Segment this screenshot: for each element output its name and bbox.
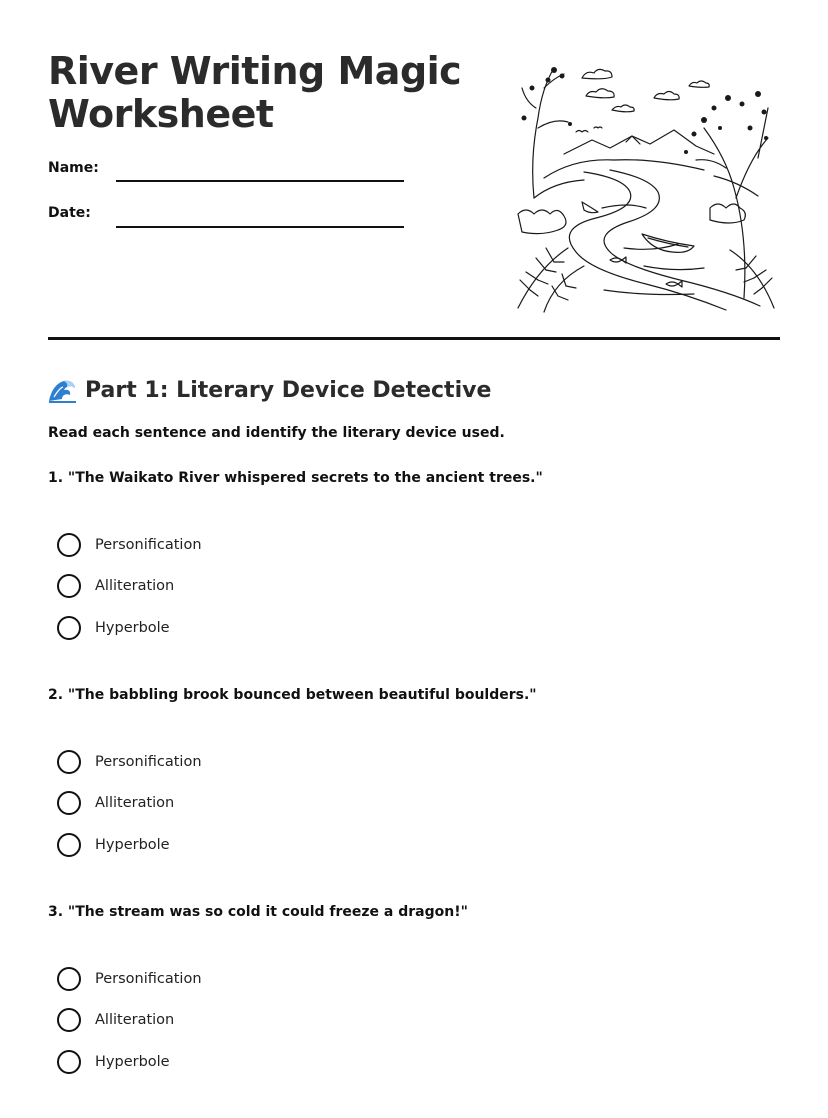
question-text: 3. "The stream was so cold it could freeze a dragon!" <box>48 904 468 920</box>
answer-options <box>57 966 788 1074</box>
option-hyperbole[interactable] <box>57 615 788 640</box>
option-hyperbole[interactable] <box>57 832 788 857</box>
question-1 <box>48 468 788 657</box>
name-label: Name: <box>48 160 99 176</box>
option-personification[interactable] <box>57 966 788 991</box>
radio-button[interactable] <box>57 833 81 857</box>
radio-button[interactable] <box>57 574 81 598</box>
question-text: 2. "The babbling brook bounced between beautiful boulders." <box>48 687 537 703</box>
section-title: Part 1: Literary Device Detective <box>85 377 492 403</box>
radio-button[interactable] <box>57 750 81 774</box>
option-label: Alliteration <box>95 795 175 811</box>
radio-button[interactable] <box>57 533 81 557</box>
radio-button[interactable] <box>57 967 81 991</box>
worksheet-title: River Writing Magic Worksheet <box>48 49 462 136</box>
option-label: Personification <box>95 536 202 553</box>
instructions: Read each sentence and identify the literary device used. <box>48 425 505 441</box>
option-label: Personification <box>95 753 202 770</box>
question-2 <box>48 685 788 874</box>
option-alliteration[interactable] <box>57 574 788 599</box>
answer-options <box>57 749 788 857</box>
option-label: Alliteration <box>95 578 175 594</box>
radio-button[interactable] <box>57 1050 81 1074</box>
radio-button[interactable] <box>57 791 81 815</box>
option-hyperbole[interactable] <box>57 1049 788 1074</box>
wave-icon <box>48 377 77 403</box>
option-label: Alliteration <box>95 1012 175 1028</box>
option-label: Hyperbole <box>95 1053 170 1070</box>
radio-button[interactable] <box>57 616 81 640</box>
date-label: Date: <box>48 205 91 221</box>
option-personification[interactable] <box>57 532 788 557</box>
river-illustration <box>514 58 778 314</box>
option-label: Hyperbole <box>95 619 170 636</box>
answer-options <box>57 532 788 640</box>
option-alliteration[interactable] <box>57 1008 788 1033</box>
question-text: 1. "The Waikato River whispered secrets to the ancient trees." <box>48 470 543 486</box>
option-alliteration[interactable] <box>57 791 788 816</box>
name-field[interactable] <box>116 180 404 182</box>
option-label: Personification <box>95 970 202 987</box>
question-3 <box>48 902 788 1091</box>
part1-heading <box>48 374 491 406</box>
date-field[interactable] <box>116 226 404 228</box>
option-personification[interactable] <box>57 749 788 774</box>
radio-button[interactable] <box>57 1008 81 1032</box>
header-divider <box>48 337 780 340</box>
option-label: Hyperbole <box>95 836 170 853</box>
